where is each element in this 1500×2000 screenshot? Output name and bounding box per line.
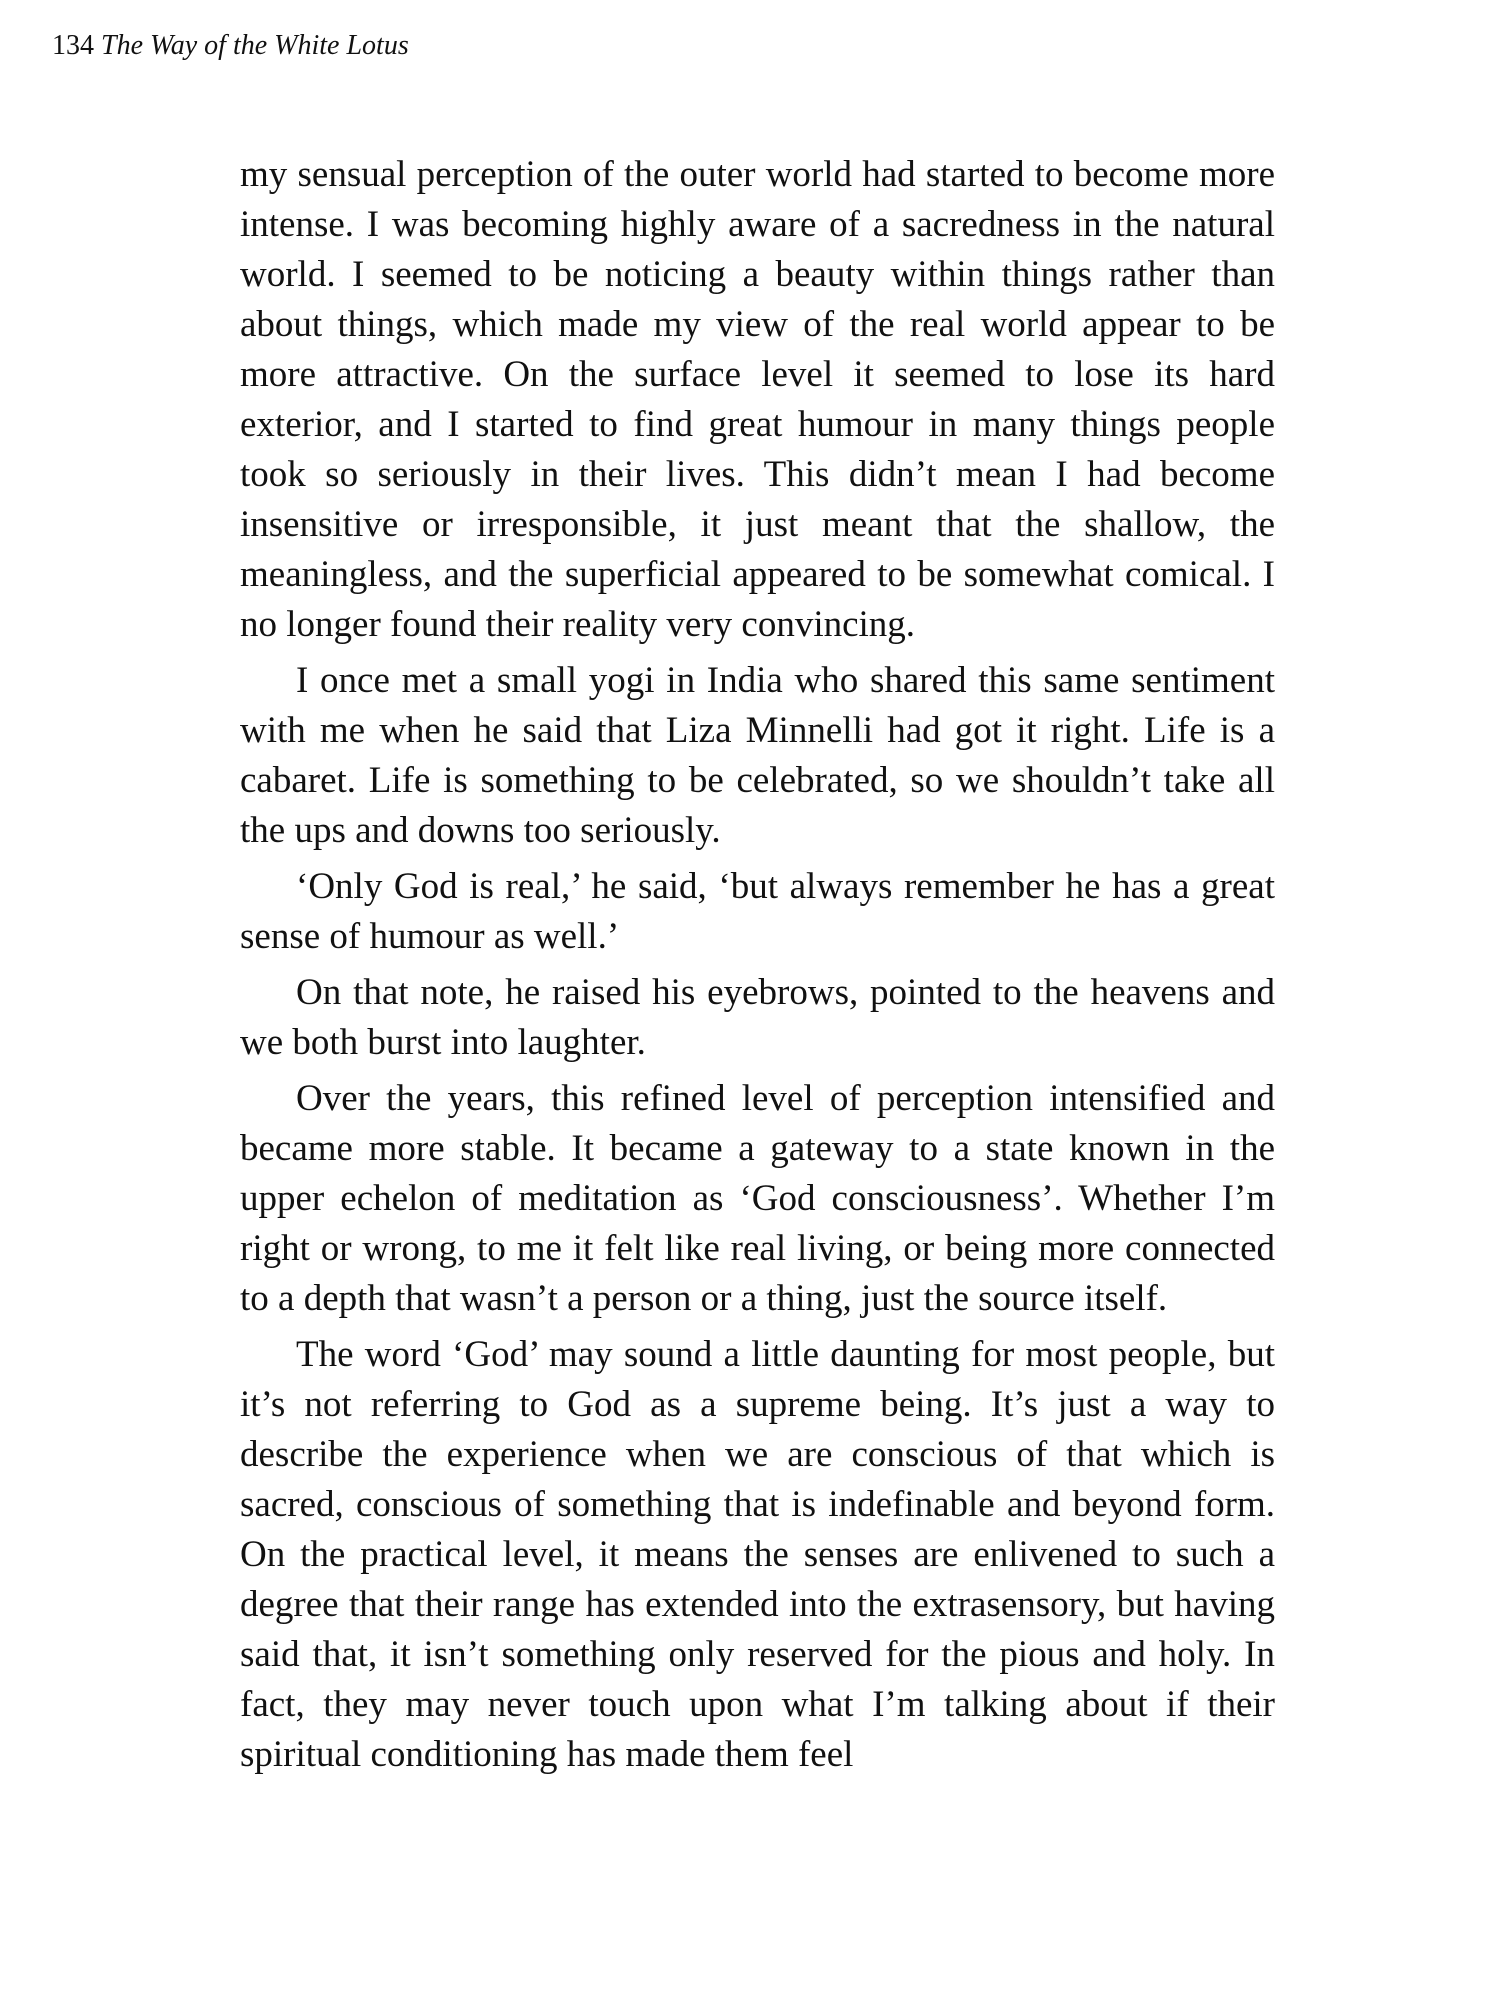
running-head — [52, 28, 409, 64]
page-number: 134 — [52, 30, 94, 61]
paragraph-5: Over the years, this refined level of perception intensified and became more stable. It became a gateway to a state known in the upper echelon of meditation as ‘God consciousness’. Whether I’m right or wrong, to me it felt like real living, or being more connected to a depth that wasn’t a person or a thing, just the source itself. — [240, 1078, 1275, 1319]
book-title: The Way of the White Lotus — [101, 30, 409, 61]
paragraph-1: my sensual perception of the outer world had started to become more intense. I was becoming highly aware of a sacredness in the natural world. I seemed to be noticing a beauty within things rather than about things, which made my view of the real world appear to be more attractive. On the surface level it seemed to lose its hard exterior, and I started to find great humour in many things people took so seriously in their lives. This didn’t mean I had become insensitive or irresponsible, it just meant that the shallow, the meaningless, and the superficial appeared to be somewhat comical. I no longer found their reality very convincing. — [240, 154, 1275, 645]
paragraph-4: On that note, he raised his eyebrows, pointed to the heavens and we both burst into laughter. — [240, 972, 1275, 1063]
paragraph-2: I once met a small yogi in India who shared this same sentiment with me when he said that Liza Minnelli had got it right. Life is a cabaret. Life is something to be celebrated, so we shouldn’t take all the ups and downs too seriously. — [240, 660, 1275, 851]
paragraph-3: ‘Only God is real,’ he said, ‘but always remember he has a great sense of humour as well.’ — [240, 866, 1275, 957]
paragraph-6: The word ‘God’ may sound a little daunting for most people, but it’s not referring to God as a supreme being. It’s just a way to describe the experience when we are conscious of that which is sacred, conscious of something that is indefinable and beyond form. On the practical level, it means the senses are enlivened to such a degree that their range has extended into the extrasensory, but having said that, it isn’t something only reserved for the pious and holy. In fact, they may never touch upon what I’m talking about if their spiritual conditioning has made them feel — [240, 1334, 1275, 1775]
body-text — [240, 150, 1275, 1786]
